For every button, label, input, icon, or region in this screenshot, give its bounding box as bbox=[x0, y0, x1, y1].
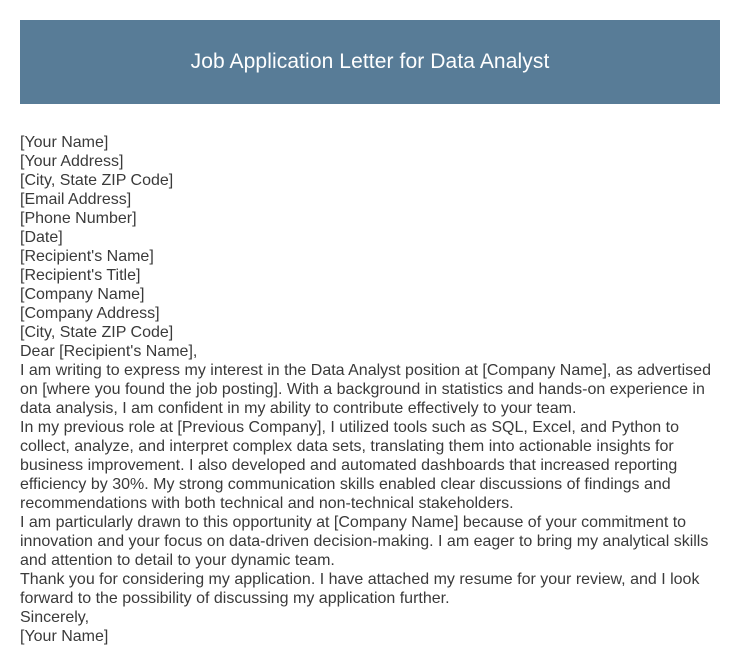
signature: [Your Name] bbox=[20, 628, 109, 645]
sender-address: [Your Address] bbox=[20, 153, 124, 170]
title-banner bbox=[20, 20, 720, 104]
sender-email: [Email Address] bbox=[20, 191, 132, 208]
paragraph-intro: I am writing to express my interest in the Data Analyst position at [Company Name], as advertised on [where you found the job posting]. With a background in statistics and hands-on experience in data analysis, I am confident in my ability to contribute effectively to your team. bbox=[20, 362, 711, 417]
page-title: Job Application Letter for Data Analyst bbox=[190, 50, 550, 73]
sender-city-state-zip: [City, State ZIP Code] bbox=[20, 172, 174, 189]
paragraph-experience: In my previous role at [Previous Company], I utilized tools such as SQL, Excel, and Python to collect, analyze, and interpret complex data sets, translating them into actionable insights for business improvement. I also developed and automated dashboards that increased reporting efficiency by 30%. My strong communication skills enabled clear discussions of findings and recommendations with both technical and non-technical stakeholders. bbox=[20, 419, 679, 512]
paragraph-motivation: I am particularly drawn to this opportunity at [Company Name] because of your commitment to innovation and your focus on data-driven decision-making. I am eager to bring my analytical skills and attention to detail to your dynamic team. bbox=[20, 514, 709, 569]
paragraph-closing-remarks: Thank you for considering my application. I have attached my resume for your review, and I look forward to the possibility of discussing my application further. bbox=[20, 571, 700, 607]
sender-name: [Your Name] bbox=[20, 134, 109, 151]
company-name: [Company Name] bbox=[20, 286, 145, 303]
letter-date: [Date] bbox=[20, 229, 63, 246]
sender-phone: [Phone Number] bbox=[20, 210, 137, 227]
recipient-title: [Recipient's Title] bbox=[20, 267, 141, 284]
salutation: Dear [Recipient's Name], bbox=[20, 343, 198, 360]
company-address: [Company Address] bbox=[20, 305, 160, 322]
letter-body bbox=[20, 133, 720, 646]
closing: Sincerely, bbox=[20, 609, 90, 626]
company-city-state-zip: [City, State ZIP Code] bbox=[20, 324, 174, 341]
recipient-name: [Recipient's Name] bbox=[20, 248, 154, 265]
